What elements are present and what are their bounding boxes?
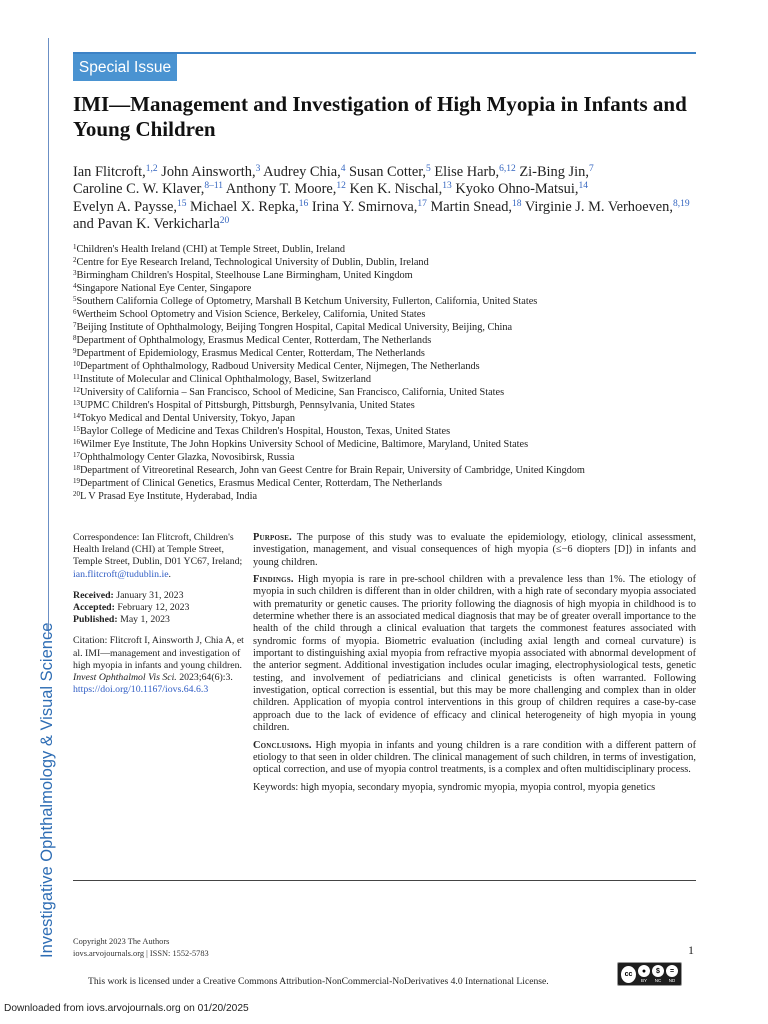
author-affiliation-ref[interactable]: 3	[255, 164, 261, 174]
affiliation-text: Wertheim School Optometry and Vision Science, Berkeley, California, United States	[76, 309, 426, 320]
author-affiliation-ref[interactable]: 5	[426, 164, 431, 174]
affiliation-number: 2	[73, 256, 77, 264]
copyright-text: Copyright 2023 The Authors	[73, 937, 170, 946]
cc-license-badge[interactable]	[617, 962, 682, 986]
affiliation-text: Tokyo Medical and Dental University, Tokyo, Japan	[80, 413, 296, 424]
download-note: Downloaded from iovs.arvojournals.org on 01/20/2025	[4, 1003, 249, 1014]
author-affiliation-ref[interactable]: 6,12	[499, 164, 516, 174]
published-value: May 1, 2023	[120, 614, 170, 626]
affiliation-number: 14	[73, 412, 80, 420]
affiliation-number: 9	[73, 347, 77, 355]
author-name-text: Caroline C. W. Klaver,	[73, 181, 205, 198]
author-name	[73, 216, 229, 232]
affiliation-text: Department of Epidemiology, Erasmus Medical Center, Rotterdam, The Netherlands	[76, 348, 425, 359]
author-affiliation-ref[interactable]: 18	[512, 198, 522, 209]
author-name-text: Elise Harb,	[434, 164, 500, 180]
author-name-text: Kyoko Ohno-Matsui,	[455, 181, 579, 198]
affiliation-number: 18	[73, 464, 80, 472]
findings-text: High myopia is rare in pre-school children with a prevalence less than 1%. The etiology of myopia in such children is different than in older children, with a high rate of secondary myopia associated with prematurity or genetic causes. The priority following the diagnosis of high myopia in childhood is to determine whether there is an associated medical diagnosis that may be of greater overall importance to the health of the child through a clinical evaluation that targets the commonest features associated with syndromic forms of myopia. Biometric evaluation (including axial length and corneal curvature) is important to distinguishing axial myopia from refractive myopia associated with abnormal development of the anterior segment. Additional investigation includes ocular imaging, electrophysiological tests, genetic testing, and involvement of pediatricians and clinical geneticists is often warranted. Following investigation, optical correction is essential, but this may be more challenging and complex than in older children. Application of myopia control interventions in this group of children requires a case-by-case approach due to the lack of evidence of efficacy and clinical heterogeneity of high myopia in young children.	[253, 574, 696, 734]
affiliation-text: Beijing Institute of Ophthalmology, Beijing Tongren Hospital, Capital Medical University, Beijing, China	[76, 322, 513, 333]
author-name-text: Michael X. Repka,	[190, 198, 299, 215]
received-date	[73, 590, 253, 602]
affiliation-item	[73, 373, 713, 386]
affiliation-item	[73, 464, 713, 477]
affiliation-text: Children's Health Ireland (CHI) at Temple Street, Dublin, Ireland	[76, 244, 346, 255]
author-affiliation-ref[interactable]: 12	[336, 181, 346, 192]
author-name-text: Virginie J. M. Verhoeven,	[524, 198, 673, 215]
abstract-findings	[253, 574, 696, 734]
affiliation-text: Southern California College of Optometry, Marshall B Ketchum University, Fullerton, California, United States	[76, 296, 538, 307]
purpose-text: The purpose of this study was to evaluate the epidemiology, etiology, clinical assessment, investigation, management, and visual consequences of high myopia (≤−6 diopters [D]) in infants and young children.	[253, 532, 697, 568]
affiliation-number: 20	[73, 490, 80, 498]
copyright-block	[73, 936, 209, 959]
affiliation-number: 11	[73, 373, 80, 381]
affiliation-item	[73, 490, 713, 503]
keywords: Keywords: high myopia, secondary myopia, syndromic myopia, myopia control, myopia genetics	[253, 781, 656, 793]
author-affiliation-ref[interactable]: 8–11	[204, 181, 223, 192]
author-affiliation-ref[interactable]: 17	[417, 198, 427, 209]
author-name-text: Evelyn A. Paysse,	[73, 198, 177, 215]
author-name	[73, 164, 158, 180]
abstract	[253, 532, 696, 799]
affiliation-list	[73, 243, 713, 503]
received-label: Received:	[73, 589, 114, 601]
affiliation-number: 19	[73, 477, 80, 485]
email-period: .	[168, 568, 171, 580]
author-affiliation-ref[interactable]: 15	[176, 198, 187, 209]
author-name	[434, 164, 515, 180]
cc-by-label: BY	[640, 978, 647, 983]
abstract-conclusions	[253, 740, 696, 777]
page-number: 1	[688, 943, 694, 957]
affiliation-number: 1	[73, 243, 77, 251]
article-info-column	[73, 532, 253, 696]
affiliation-text: Institute of Molecular and Clinical Ophthalmology, Basel, Switzerland	[79, 374, 372, 385]
author-name-text: Ken K. Nischal,	[349, 181, 443, 198]
author-name	[519, 164, 593, 180]
citation-doi-link[interactable]: https://doi.org/10.1167/iovs.64.6.3	[73, 684, 209, 696]
purpose-label: Purpose.	[253, 532, 292, 543]
noderivatives-icon: =	[666, 965, 678, 977]
affiliation-text: Department of Clinical Genetics, Erasmus Medical Center, Rotterdam, The Netherlands	[80, 478, 442, 489]
affiliation-text: Baylor College of Medicine and Texas Children's Hospital, Houston, Texas, United States	[80, 426, 451, 437]
left-margin-rule	[48, 38, 49, 638]
affiliation-item	[73, 360, 713, 373]
affiliation-item	[73, 425, 713, 438]
author-name	[455, 181, 588, 197]
cc-by-group	[638, 965, 650, 983]
affiliation-text: Ophthalmology Center Glazka, Novosibirsk, Russia	[80, 452, 295, 463]
author-affiliation-ref[interactable]: 1,2	[145, 164, 158, 174]
affiliation-text: Department of Vitreoretinal Research, John van Geest Centre for Brain Repair, University of Cambridge, United Kingdom	[80, 465, 585, 476]
author-affiliation-ref[interactable]: 16	[298, 198, 309, 209]
affiliation-number: 3	[73, 269, 77, 277]
author-name	[161, 164, 260, 180]
author-name	[350, 181, 452, 197]
author-name-text: Irina Y. Smirnova,	[311, 198, 418, 215]
affiliation-item	[73, 308, 713, 321]
author-affiliation-ref[interactable]: 7	[588, 164, 594, 174]
affiliation-text: L V Prasad Eye Institute, Hyderabad, India	[80, 491, 258, 502]
cc-nc-label: NC	[654, 978, 662, 983]
citation	[73, 635, 253, 696]
affiliation-number: 6	[73, 308, 77, 316]
affiliation-number: 5	[73, 295, 77, 303]
citation-volume: 2023;64(6):3.	[179, 672, 233, 684]
author-name	[263, 164, 345, 180]
correspondence-text: Correspondence: Ian Flitcroft, Children's Health Ireland (CHI) at Temple Street, Temple Street, Dublin, D01 YC67, Ireland;	[73, 532, 243, 568]
affiliation-number: 13	[73, 399, 80, 407]
affiliation-item	[73, 282, 713, 295]
author-name-text: John Ainsworth,	[161, 164, 256, 180]
noncommercial-icon: $	[652, 965, 664, 977]
abstract-purpose	[253, 532, 696, 569]
received-value: January 31, 2023	[116, 589, 184, 601]
accepted-date	[73, 602, 253, 614]
author-name	[349, 164, 431, 180]
citation-journal: Invest Ophthalmol Vis Sci.	[73, 672, 177, 684]
accepted-value: February 12, 2023	[117, 602, 190, 614]
affiliation-text: Department of Ophthalmology, Radboud University Medical Center, Nijmegen, The Netherlands	[80, 361, 480, 372]
author-name	[226, 181, 346, 197]
dates	[73, 590, 253, 627]
author-name-text: Anthony T. Moore,	[225, 181, 337, 198]
affiliation-number: 16	[73, 438, 80, 446]
affiliation-item	[73, 295, 713, 308]
affiliation-text: Singapore National Eye Center, Singapore	[76, 283, 252, 294]
affiliation-item	[73, 256, 713, 269]
author-list	[73, 164, 703, 234]
author-affiliation-ref[interactable]: 13	[442, 181, 452, 192]
affiliation-item	[73, 347, 713, 360]
affiliation-number: 7	[73, 321, 77, 329]
findings-label: Findings.	[253, 574, 294, 586]
author-name-text: Zi-Bing Jin,	[519, 164, 589, 180]
affiliation-item	[73, 477, 713, 490]
published-label: Published:	[73, 614, 118, 626]
affiliation-text: Birmingham Children's Hospital, Steelhouse Lane Birmingham, United Kingdom	[76, 270, 413, 281]
author-affiliation-ref[interactable]: 4	[340, 164, 346, 174]
journal-name-vertical: Investigative Ophthalmology & Visual Science	[38, 622, 56, 958]
correspondence	[73, 532, 253, 581]
affiliation-number: 12	[73, 386, 80, 394]
affiliation-text: UPMC Children's Hospital of Pittsburgh, Pittsburgh, Pennsylvania, United States	[80, 400, 415, 411]
author-name	[73, 199, 186, 215]
footer-rule	[73, 880, 696, 881]
affiliation-number: 8	[73, 334, 77, 342]
cc-nc-group	[652, 965, 664, 983]
affiliation-number: 15	[73, 425, 80, 433]
author-affiliation-ref[interactable]: 14	[578, 181, 588, 192]
affiliation-number: 17	[73, 451, 80, 459]
author-name	[525, 199, 690, 215]
affiliation-item	[73, 438, 713, 451]
article-title: IMI—Management and Investigation of High Myopia in Infants and Young Children	[73, 92, 687, 141]
affiliation-text: University of California – San Francisco, School of Medicine, San Francisco, California, United States	[80, 387, 505, 398]
cc-icon: cc	[621, 966, 636, 983]
affiliation-item	[73, 321, 713, 334]
issn-text: iovs.arvojournals.org | ISSN: 1552-5783	[73, 948, 209, 958]
author-name	[190, 199, 308, 215]
cc-nd-label: ND	[668, 978, 676, 983]
license-text: This work is licensed under a Creative Commons Attribution-NonCommercial-NoDerivatives 4.0 International License.	[88, 976, 549, 987]
affiliation-number: 10	[73, 360, 80, 368]
cc-nd-group	[666, 965, 678, 983]
affiliation-item	[73, 334, 713, 347]
conclusions-text: High myopia in infants and young children is a rare condition with a different pattern of etiology to that seen in older children. The clinical management of such children, in terms of investigation, optical correction, and use of myopia control treatments, is a complex and often multidisciplinary process.	[253, 739, 697, 776]
author-name-text: Audrey Chia,	[263, 164, 341, 180]
citation-text: Citation: Flitcroft I, Ainsworth J, Chia A, et al. IMI—management and investigation of high myopia in infants and young children.	[73, 635, 244, 671]
author-name-text: and Pavan K. Verkicharla	[73, 216, 220, 233]
published-date	[73, 614, 253, 626]
author-name	[312, 199, 427, 215]
affiliation-item	[73, 412, 713, 425]
affiliation-item	[73, 451, 713, 464]
author-name-text: Susan Cotter,	[349, 164, 427, 180]
affiliation-number: 4	[73, 282, 77, 290]
author-name	[431, 199, 522, 215]
author-name-text: Martin Snead,	[430, 198, 513, 215]
conclusions-label: Conclusions.	[253, 739, 312, 751]
affiliation-text: Wilmer Eye Institute, The John Hopkins University School of Medicine, Baltimore, Maryland, United States	[80, 439, 529, 450]
affiliation-text: Centre for Eye Research Ireland, Technological University of Dublin, Dublin, Ireland	[76, 257, 429, 268]
affiliation-item	[73, 269, 713, 282]
affiliation-text: Department of Ophthalmology, Erasmus Medical Center, Rotterdam, The Netherlands	[76, 335, 432, 346]
author-affiliation-ref[interactable]: 8,19	[672, 198, 690, 209]
affiliation-item	[73, 243, 713, 256]
correspondence-email-link[interactable]: ian.flitcroft@tudublin.ie	[73, 568, 169, 580]
accepted-label: Accepted:	[73, 602, 115, 614]
affiliation-item	[73, 386, 713, 399]
author-name-text: Ian Flitcroft,	[73, 164, 146, 180]
attribution-icon: ●	[638, 965, 650, 977]
author-name	[73, 181, 223, 197]
special-issue-badge: Special Issue	[73, 54, 177, 81]
author-affiliation-ref[interactable]: 20	[219, 216, 230, 227]
affiliation-item	[73, 399, 713, 412]
